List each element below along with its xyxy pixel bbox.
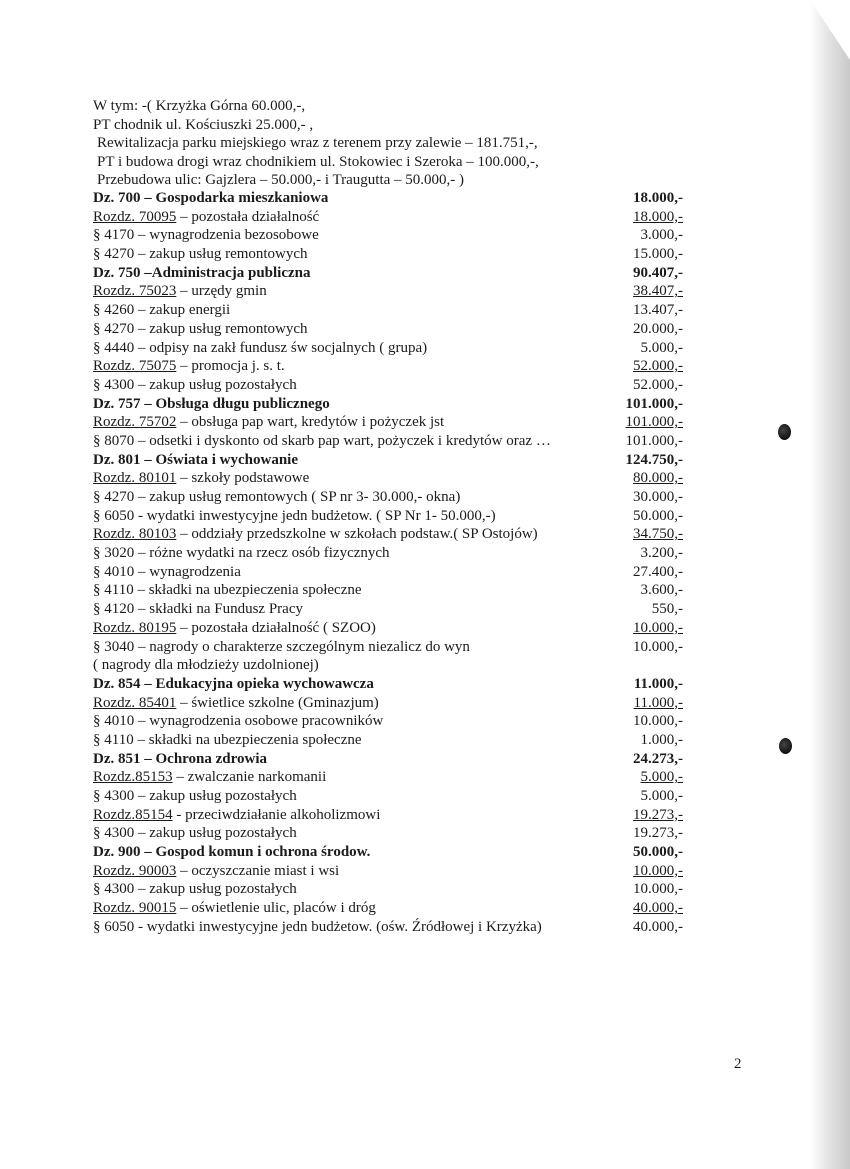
row-amount: 50.000,- (633, 507, 683, 524)
chapter-code: Rozdz. 70095 (93, 208, 177, 225)
chapter-code: Rozdz. 80195 (93, 619, 177, 636)
row-label: § 6050 - wydatki inwestycyjne jedn budżetow. (ośw. Źródłowej i Krzyżka) (93, 918, 542, 935)
row-label: § 4170 – wynagrodzenia bezosobowe (93, 227, 319, 244)
row-amount: 3.200,- (640, 545, 683, 562)
punch-hole (778, 424, 791, 440)
row-label: Dz. 700 – Gospodarka mieszkaniowa (93, 190, 329, 206)
subsection-row (93, 208, 683, 227)
row-amount: 30.000,- (633, 489, 683, 505)
row-amount: 90.407,- (633, 264, 683, 281)
row-amount: 10.000,- (633, 713, 683, 730)
row-label (93, 208, 319, 227)
chapter-description: – obsługa pap wart, kredytów i pożyczek jst (176, 414, 445, 431)
chapter-description: – zwalczanie narkomanii (172, 769, 327, 786)
subsection-row (93, 357, 683, 376)
item-row (93, 507, 683, 526)
chapter-code: Rozdz. 75023 (93, 283, 177, 300)
punch-hole (779, 738, 792, 754)
row-label: § 4270 – zakup usług remontowych (93, 246, 308, 263)
chapter-description: – pozostała działalność ( SZOO) (176, 619, 376, 636)
row-label: § 4270 – zakup usług remontowych (93, 320, 308, 337)
section-row (93, 675, 683, 694)
row-label: § 4270 – zakup usług remontowych ( SP nr 3- 30.000,- okna) (93, 489, 461, 505)
row-amount: 3.000,- (640, 227, 683, 244)
item-row (93, 226, 683, 245)
row-amount: 50.000,- (633, 844, 683, 861)
row-amount: 101.000,- (625, 414, 683, 431)
row-label: § 4010 – wynagrodzenia osobowe pracowników (93, 713, 384, 730)
row-label: § 4300 – zakup usług pozostałych (93, 825, 297, 842)
page-corner (810, 0, 850, 60)
row-label (93, 413, 444, 432)
row-label (93, 899, 376, 918)
row-label: § 4440 – odpisy na zakł fundusz św socjalnych ( grupa) (93, 339, 428, 356)
row-amount: 3.600,- (640, 582, 683, 599)
chapter-code: Rozdz. 90015 (93, 900, 177, 917)
subsection-row (93, 525, 683, 544)
subsection-row (93, 694, 683, 713)
row-amount: 18.000,- (633, 208, 683, 225)
row-label: § 3020 – różne wydatki na rzecz osób fizycznych (93, 545, 390, 562)
row-amount: 10.000,- (633, 638, 683, 655)
subsection-row (93, 619, 683, 638)
row-label (93, 525, 538, 544)
section-row (93, 395, 683, 414)
section-row (93, 843, 683, 862)
chapter-description: – oddziały przedszkolne w szkołach podstaw.( SP Ostojów) (176, 526, 538, 543)
row-amount: 124.750,- (625, 451, 683, 468)
chapter-code: Rozdz. 80103 (93, 526, 177, 543)
intro-line: PT i budowa drogi wraz chodnikiem ul. Stokowiec i Szeroka – 100.000,-, (97, 153, 539, 170)
row-amount: 550,- (651, 601, 683, 618)
row-amount: 5.000,- (640, 339, 683, 356)
row-amount: 13.407,- (633, 302, 683, 319)
row-amount: 27.400,- (633, 563, 683, 580)
row-label (93, 282, 267, 301)
row-label (93, 694, 379, 713)
chapter-description: – promocja j. s. t. (176, 358, 285, 375)
subsection-row (93, 806, 683, 825)
row-amount: 52.000,- (633, 358, 683, 375)
chapter-description: – urzędy gmin (176, 283, 267, 300)
item-row (93, 638, 683, 657)
row-amount: 18.000,- (633, 190, 683, 206)
row-label (93, 619, 376, 638)
subsection-row (93, 768, 683, 787)
row-label: § 4110 – składki na ubezpieczenia społeczne (93, 582, 362, 599)
chapter-code: Rozdz. 90003 (93, 862, 177, 879)
section-row (93, 264, 683, 283)
page-edge-shadow (810, 0, 850, 1169)
row-amount: 101.000,- (625, 395, 683, 412)
row-label: § 6050 - wydatki inwestycyjne jedn budżetow. ( SP Nr 1- 50.000,-) (93, 507, 496, 524)
intro-line: PT chodnik ul. Kościuszki 25.000,- , (93, 116, 314, 133)
row-amount: 1.000,- (640, 731, 683, 748)
chapter-description: – oczyszczanie miast i wsi (176, 862, 340, 879)
row-amount: 19.273,- (633, 825, 683, 842)
intro-line: W tym: -( Krzyżka Górna 60.000,-, (93, 98, 306, 114)
chapter-code: Rozdz. 75702 (93, 414, 177, 431)
intro-paragraph (93, 97, 693, 190)
row-amount: 20.000,- (633, 320, 683, 337)
subsection-row (93, 413, 683, 432)
chapter-code: Rozdz. 85401 (93, 694, 177, 711)
row-amount: 10.000,- (633, 619, 683, 636)
row-label: Dz. 750 –Administracja publiczna (93, 264, 311, 281)
subsection-row (93, 862, 683, 881)
chapter-code: Rozdz. 80101 (93, 470, 177, 487)
row-label (93, 862, 339, 881)
row-amount: 10.000,- (633, 881, 683, 898)
row-label (93, 768, 326, 787)
item-row (93, 581, 683, 600)
item-row (93, 787, 683, 806)
chapter-description: – oświetlenie ulic, placów i dróg (176, 900, 376, 917)
row-label: Dz. 801 – Oświata i wychowanie (93, 451, 298, 468)
item-row (93, 563, 683, 582)
chapter-description: – szkoły podstawowe (176, 470, 310, 487)
section-row (93, 451, 683, 470)
subsection-row (93, 899, 683, 918)
row-amount: 5.000,- (640, 788, 683, 804)
section-row (93, 750, 683, 769)
row-amount: 40.000,- (633, 918, 683, 935)
budget-table (93, 189, 683, 937)
row-label: § 4300 – zakup usług pozostałych (93, 881, 297, 898)
row-label (93, 357, 285, 376)
item-row (93, 488, 683, 507)
item-row (93, 301, 683, 320)
row-label: § 4300 – zakup usług pozostałych (93, 788, 297, 804)
row-label: § 4260 – zakup energii (93, 302, 231, 319)
row-amount: 5.000,- (640, 769, 683, 786)
item-row (93, 432, 683, 451)
intro-line: Rewitalizacja parku miejskiego wraz z terenem przy zalewie – 181.751,-, (97, 135, 538, 152)
row-amount: 11.000,- (633, 694, 683, 711)
item-row (93, 656, 683, 675)
row-label: § 4120 – składki na Fundusz Pracy (93, 601, 303, 618)
chapter-description: – pozostała działalność (176, 208, 320, 225)
row-amount: 24.273,- (633, 750, 683, 767)
item-row (93, 731, 683, 750)
section-row (93, 189, 683, 208)
item-row (93, 712, 683, 731)
chapter-code: Rozdz.85153 (93, 769, 173, 786)
item-row (93, 824, 683, 843)
chapter-description: - przeciwdziałanie alkoholizmowi (172, 806, 381, 823)
page-number: 2 (734, 1056, 742, 1072)
item-row (93, 376, 683, 395)
row-amount: 52.000,- (633, 376, 683, 393)
row-label: Dz. 851 – Ochrona zdrowia (93, 750, 268, 767)
row-amount: 10.000,- (633, 862, 683, 879)
row-label (93, 806, 380, 825)
row-amount: 40.000,- (633, 900, 683, 917)
row-amount: 38.407,- (633, 283, 683, 300)
subsection-row (93, 469, 683, 488)
row-label: § 4110 – składki na ubezpieczenia społeczne (93, 731, 362, 748)
item-row (93, 918, 683, 937)
item-row (93, 880, 683, 899)
row-amount: 15.000,- (633, 246, 683, 263)
row-amount: 80.000,- (633, 470, 683, 487)
subsection-row (93, 282, 683, 301)
intro-line: Przebudowa ulic: Gajzlera – 50.000,- i Traugutta – 50.000,- ) (97, 172, 465, 189)
chapter-description: – świetlice szkolne (Gminazjum) (176, 694, 379, 711)
row-label: § 8070 – odsetki i dyskonto od skarb pap wart, pożyczek i kredytów oraz … (93, 432, 551, 449)
row-label: § 4010 – wynagrodzenia (93, 563, 241, 580)
row-label: ( nagrody dla młodzieży uzdolnionej) (93, 657, 319, 674)
row-label: Dz. 854 – Edukacyjna opieka wychowawcza (93, 675, 374, 692)
item-row (93, 245, 683, 264)
row-label: § 4300 – zakup usług pozostałych (93, 376, 297, 393)
row-amount: 34.750,- (633, 526, 683, 543)
row-amount: 19.273,- (633, 806, 683, 823)
chapter-code: Rozdz. 75075 (93, 358, 177, 375)
row-label: Dz. 900 – Gospod komun i ochrona środow. (93, 844, 371, 861)
chapter-code: Rozdz.85154 (93, 806, 173, 823)
row-amount: 101.000,- (625, 432, 683, 449)
row-label: § 3040 – nagrody o charakterze szczególnym niezalicz do wyn (93, 638, 470, 655)
row-amount: 11.000,- (633, 675, 683, 692)
item-row (93, 600, 683, 619)
item-row (93, 544, 683, 563)
item-row (93, 320, 683, 339)
row-label (93, 469, 309, 488)
row-label: Dz. 757 – Obsługa długu publicznego (93, 395, 330, 412)
item-row (93, 339, 683, 358)
